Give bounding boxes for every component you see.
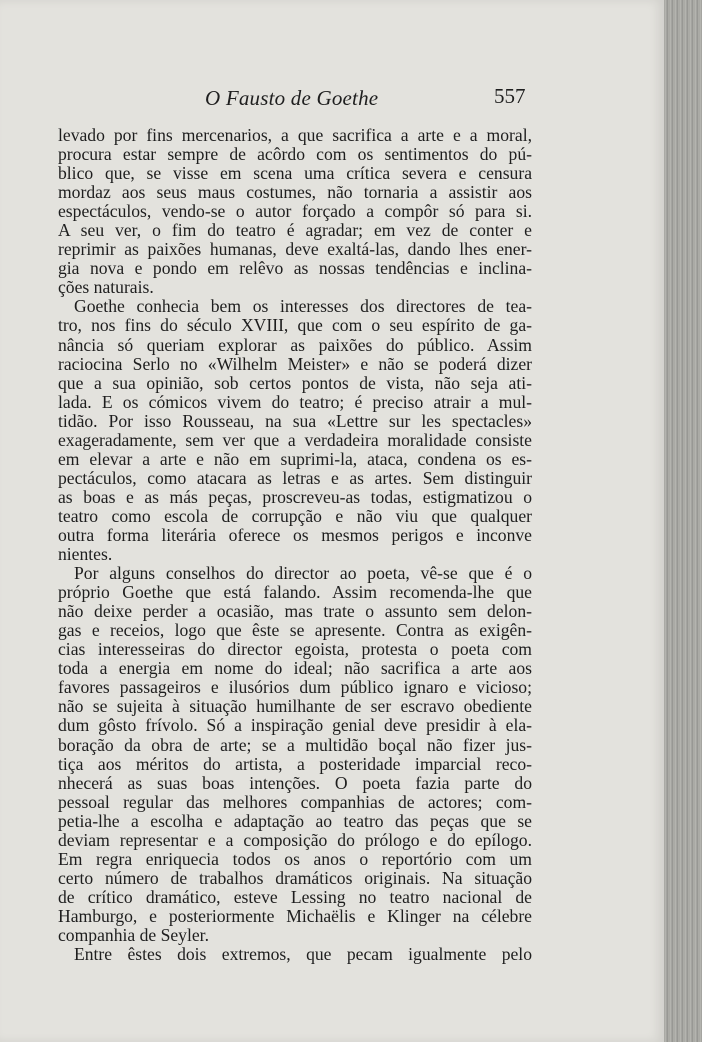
text-line: não se sujeita à situação humilhante de ser escravo obediente — [58, 696, 532, 717]
text-line: levado por fins mercenarios, a que sacrifica a arte e a moral, — [58, 125, 532, 145]
text-line: boração da obra de arte; se a multidão boçal não fizer jus- — [58, 734, 532, 755]
text-line: as boas e as más peças, proscreveu-as todas, estigmatizou o — [58, 486, 532, 507]
running-title: O Fausto de Goethe — [205, 86, 379, 110]
text-line: outra forma literária oferece os mesmos perigos e inconve — [58, 524, 532, 545]
text-line: em elevar a arte e não em suprimi-la, ataca, condena os es- — [58, 448, 532, 469]
text-line: exageradamente, sem ver que a verdadeira moralidade consiste — [58, 429, 532, 450]
text-line: teatro como escola de corrupção e não viu que qualquer — [58, 505, 532, 526]
text-line: tro, nos fins do século XVIII, que com o seu espírito de ga- — [58, 315, 532, 336]
text-line: Entre êstes dois extremos, que pecam igualmente pelo — [74, 944, 532, 965]
text-line: companhia de Seyler. — [58, 924, 209, 945]
text-line: espectáculos, vendo-se o autor forçado a compôr só para si. — [58, 201, 532, 222]
text-line: tiça aos méritos do artista, a posteridade imparcial reco- — [58, 753, 532, 774]
text-line: nientes. — [58, 544, 113, 565]
text-line: raciocina Serlo no «Wilhelm Meister» e não se poderá dizer — [58, 353, 532, 374]
body-text — [58, 126, 532, 964]
text-line: reprimir as paixões humanas, deve exaltá-las, dando lhes ener- — [58, 239, 532, 260]
text-line: pectáculos, como atacara as letras e as artes. Sem distinguir — [58, 467, 532, 488]
text-line: certo número de trabalhos dramáticos originais. Na situação — [58, 867, 532, 888]
text-line: blico que, se visse em scena uma crítica severa e censura — [58, 163, 532, 184]
text-line: pessoal regular das melhores companhias de actores; com- — [58, 791, 532, 812]
text-line: gia nova e pondo em relêvo as nossas tendências e inclina- — [58, 258, 532, 279]
text-line: Goethe conhecia bem os interesses dos directores de tea- — [74, 296, 532, 317]
text-line: nância só queriam explorar as paixões do público. Assim — [58, 334, 532, 355]
text-line: A seu ver, o fim do teatro é agradar; em vez de conter e — [58, 220, 532, 241]
page-edge — [664, 0, 702, 1042]
running-header — [0, 84, 664, 114]
page-number: 557 — [494, 84, 526, 108]
text-line: Por alguns conselhos do director ao poeta, vê-se que é o — [74, 563, 532, 584]
text-line: favores passageiros e ilusórios dum público ignaro e vicioso; — [58, 677, 532, 698]
text-line: dum gôsto frívolo. Só a inspiração genial deve presidir à ela- — [58, 715, 532, 736]
text-line: ções naturais. — [58, 277, 154, 298]
text-line: tidão. Por isso Rousseau, na sua «Lettre sur les spectacles» — [58, 410, 532, 431]
text-line: petia-lhe a escolha e adaptação ao teatro das peças que se — [58, 810, 532, 831]
text-line: mordaz aos seus maus costumes, não tornaria a assistir aos — [58, 182, 532, 203]
text-line: lada. E os cómicos vivem do teatro; é preciso atrair a mul- — [58, 391, 532, 412]
text-line: próprio Goethe que está falando. Assim recomenda-lhe que — [58, 582, 532, 603]
text-line: cias interesseiras do director egoista, protesta o poeta com — [58, 639, 532, 660]
text-line: deviam representar e a composição do prólogo e do epílogo. — [58, 829, 532, 850]
text-line: não deixe perder a ocasião, mas trate o assunto sem delon- — [58, 601, 532, 622]
text-line: que a sua opinião, sob certos pontos de vista, não seja ati- — [58, 372, 532, 393]
text-line: nhecerá as suas boas intenções. O poeta fazia parte do — [58, 772, 532, 793]
text-line: de crítico dramático, esteve Lessing no teatro nacional de — [58, 886, 532, 907]
text-line: toda a energia em nome do ideal; não sacrifica a arte aos — [58, 658, 532, 679]
text-line: procura estar sempre de acôrdo com os sentimentos do pú- — [58, 144, 532, 165]
text-line: gas e receios, logo que êste se apresente. Contra as exigên- — [58, 620, 532, 641]
text-line: Em regra enriquecia todos os anos o reportório com um — [58, 848, 532, 869]
text-line: Hamburgo, e posteriormente Michaëlis e Klinger na célebre — [58, 905, 532, 926]
